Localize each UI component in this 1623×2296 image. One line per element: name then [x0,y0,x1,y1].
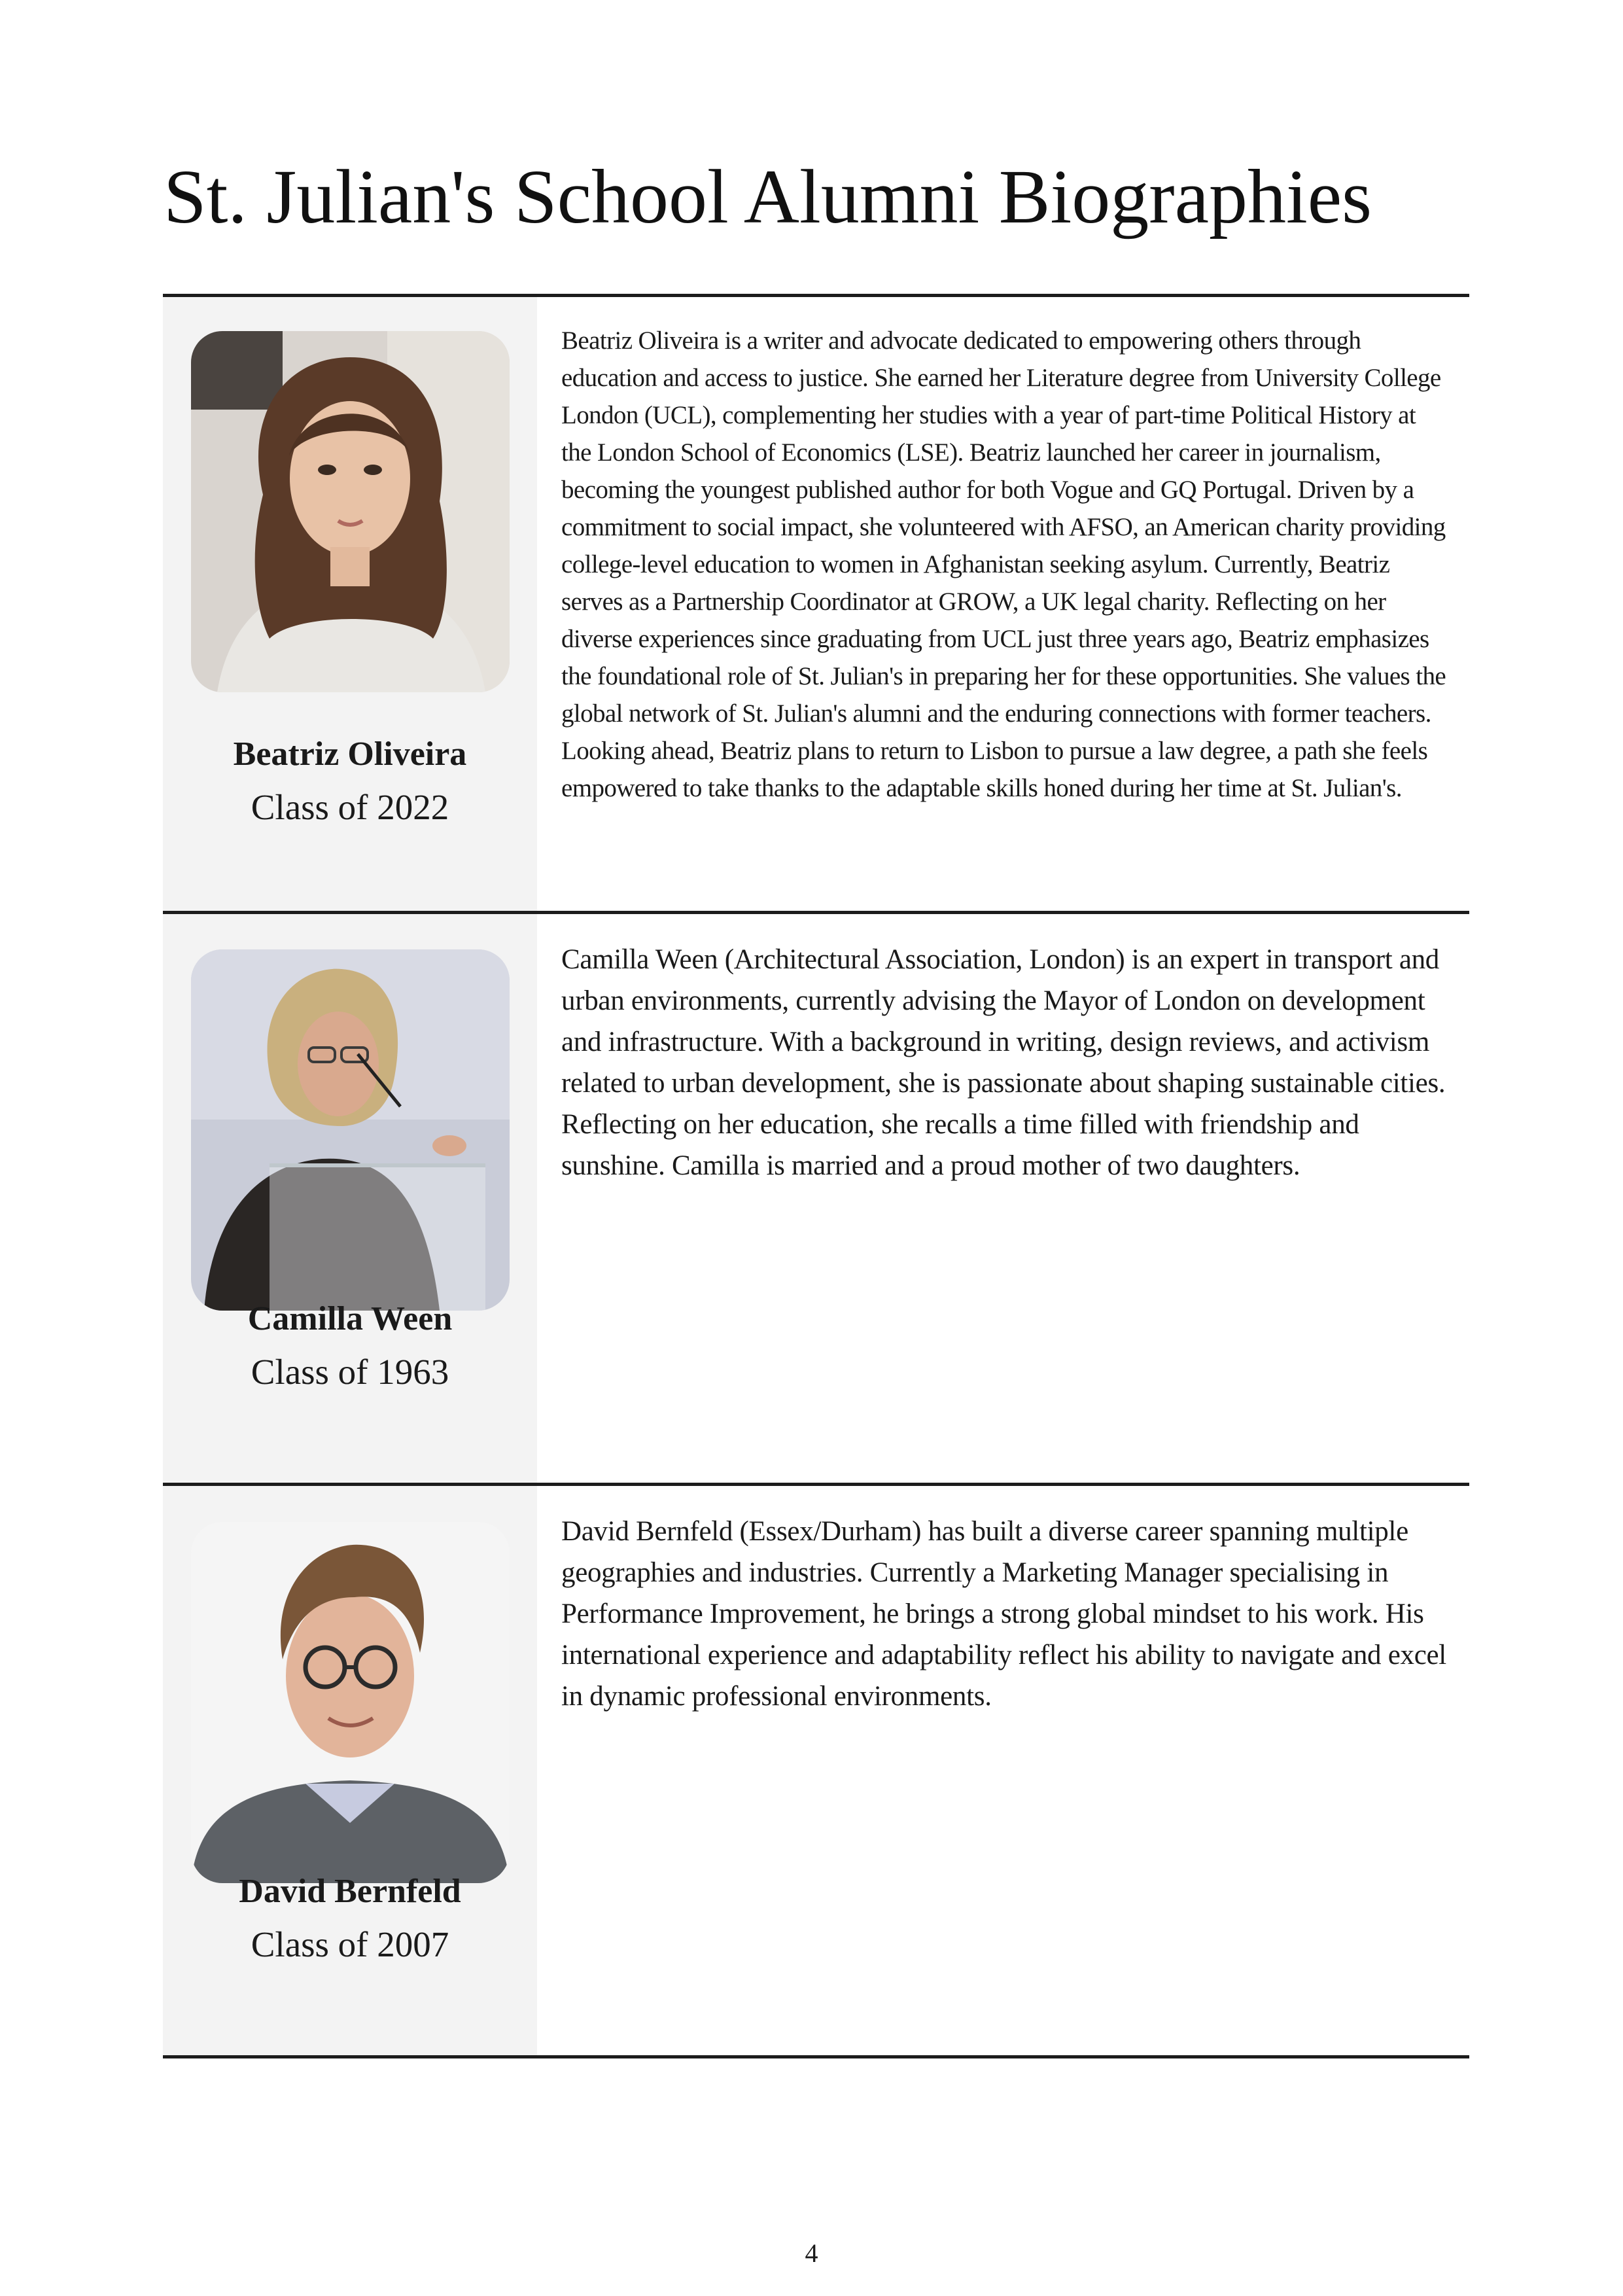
alumni-entry [163,914,1469,1483]
alumni-entry [163,297,1469,911]
alumni-name: David Bernfeld [239,1873,461,1910]
page-title: St. Julian's School Alumni Biographies [164,154,1372,239]
alumni-class: Class of 2022 [251,787,449,827]
portrait-photo [191,1522,510,1883]
portrait-photo [191,949,510,1311]
page-number: 4 [805,2238,818,2268]
alumni-entry [163,1486,1469,2055]
alumni-bio: Camilla Ween (Architectural Association, London) is an expert in transport and urban environments, currently advising the Mayor of London on development and infrastructure. With a background in writing, design reviews, and activism related to urban development, she is passionate about shaping sustainable cities. Reflecting on her education, she recalls a time filled with friendship and sunshine. Camilla is married and a proud mother of two daughters. [561,944,1446,1181]
alumni-bio: Beatriz Oliveira is a writer and advocate dedicated to empowering others through education and access to justice. She earned her Literature degree from University College London (UCL), complementing her studies with a year of part-time Political History at the London School of Economics (LSE). Beatriz launched her career in journalism, becoming the youngest published author for both Vogue and GQ Portugal. Driven by a commitment to social impact, she volunteered with AFSO, an American charity providing college-level education to women in Afghanistan seeking asylum. Currently, Beatriz serves as a Partnership Coordinator at GROW, a UK legal charity. Reflecting on her diverse experiences since graduating from UCL just three years ago, Beatriz emphasizes the foundational role of St. Julian's in preparing her for these opportunities. She values the global network of St. Julian's alumni and the enduring connections with former teachers. Looking ahead, Beatriz plans to return to Lisbon to pursue a law degree, a path she feels empowered to take thanks to the adaptable skills honed during her time at St. Julian's. [561,327,1446,802]
portrait-photo [191,331,510,692]
alumni-class: Class of 1963 [251,1352,449,1392]
alumni-class: Class of 2007 [251,1924,449,1964]
alumni-name: Beatriz Oliveira [233,735,467,773]
divider [163,2055,1469,2058]
alumni-name: Camilla Ween [247,1300,453,1337]
profile-panel [163,1486,537,2055]
profile-panel [163,914,537,1483]
profile-panel [163,297,537,911]
alumni-bio: David Bernfeld (Essex/Durham) has built a diverse career spanning multiple geographies and industries. Currently a Marketing Manager specialising in Performance Improvement, he brings a strong global mindset to his work. His international experience and adaptability reflect his ability to navigate and excel in dynamic professional environments. [561,1516,1446,1712]
